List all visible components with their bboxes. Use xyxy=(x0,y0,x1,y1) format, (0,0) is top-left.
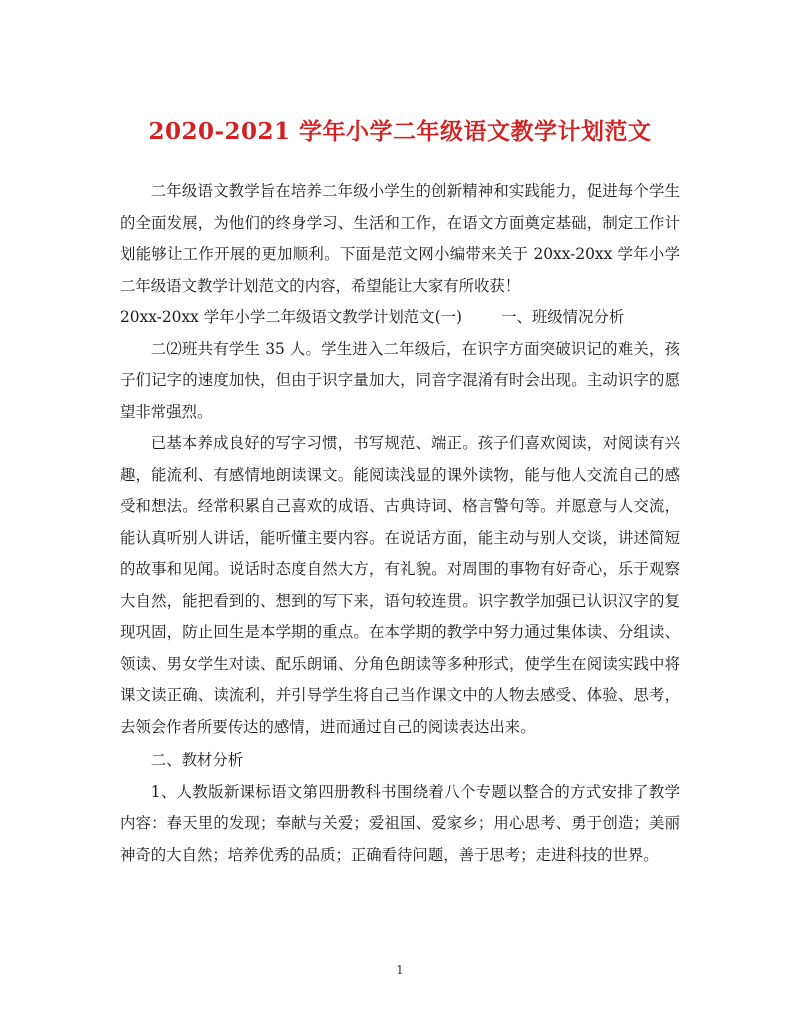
section-heading-line: 20xx-20xx 学年小学二年级语文教学计划范文(一) 一、班级情况分析 xyxy=(120,308,625,326)
document-title: 2020-2021 学年小学二年级语文教学计划范文 xyxy=(148,118,652,145)
document-body xyxy=(120,176,680,871)
reading-habits-paragraph: 已基本养成良好的写字习惯，书写规范、端正。孩子们喜欢阅读，对阅读有兴趣，能流利、有感情地朗读课文。能阅读浅显的课外读物，能与他人交流自己的感受和想法。经常积累自己喜欢的成语、古典诗词、格言警句等。并愿意与人交流，能认真听别人讲话，能听懂主要内容。在说话方面，能主动与别人交谈，讲述简短的故事和见闻。说话时态度自然大方，有礼貌。对周围的事物有好奇心，乐于观察大自然，能把看到的、想到的写下来，语句较连贯。识字教学加强已认识汉字的复现巩固，防止回生是本学期的重点。在本学期的教学中努力通过集体读、分组读、领读、男女学生对读、配乐朗诵、分角色朗读等多种形式，使学生在阅读实践中将课文读正确、读流利，并引导学生将自己当作课文中的人物去感受、体验、思考，去领会作者所要传达的感情，进而通过自己的阅读表达出来。 xyxy=(120,434,680,736)
page-number: 1 xyxy=(396,963,404,977)
textbook-content-paragraph: 1、人教版新课标语文第四册教科书围绕着八个专题以整合的方式安排了教学内容：春天里的发现；奉献与关爱；爱祖国、爱家乡；用心思考、勇于创造；美丽神奇的大自然；培养优秀的品质；正确看待问题，善于思考；走进科技的世界。 xyxy=(120,782,680,864)
intro-paragraph: 二年级语文教学旨在培养二年级小学生的创新精神和实践能力，促进每个学生的全面发展，为他们的终身学习、生活和工作，在语文方面奠定基础，制定工作计划能够让工作开展的更加顺利。下面是范文网小编带来关于 20xx-20xx 学年小学二年级语文教学计划范文的内容，希望能让大家有所收获！ xyxy=(120,182,680,295)
textbook-analysis-heading: 二、教材分析 xyxy=(150,751,244,769)
class-situation-paragraph: 二⑵班共有学生 35 人。学生进入二年级后，在识字方面突破识记的难关，孩子们记字的速度加快，但由于识字量加大，同音字混淆有时会出现。主动识字的愿望非常强烈。 xyxy=(120,339,680,421)
